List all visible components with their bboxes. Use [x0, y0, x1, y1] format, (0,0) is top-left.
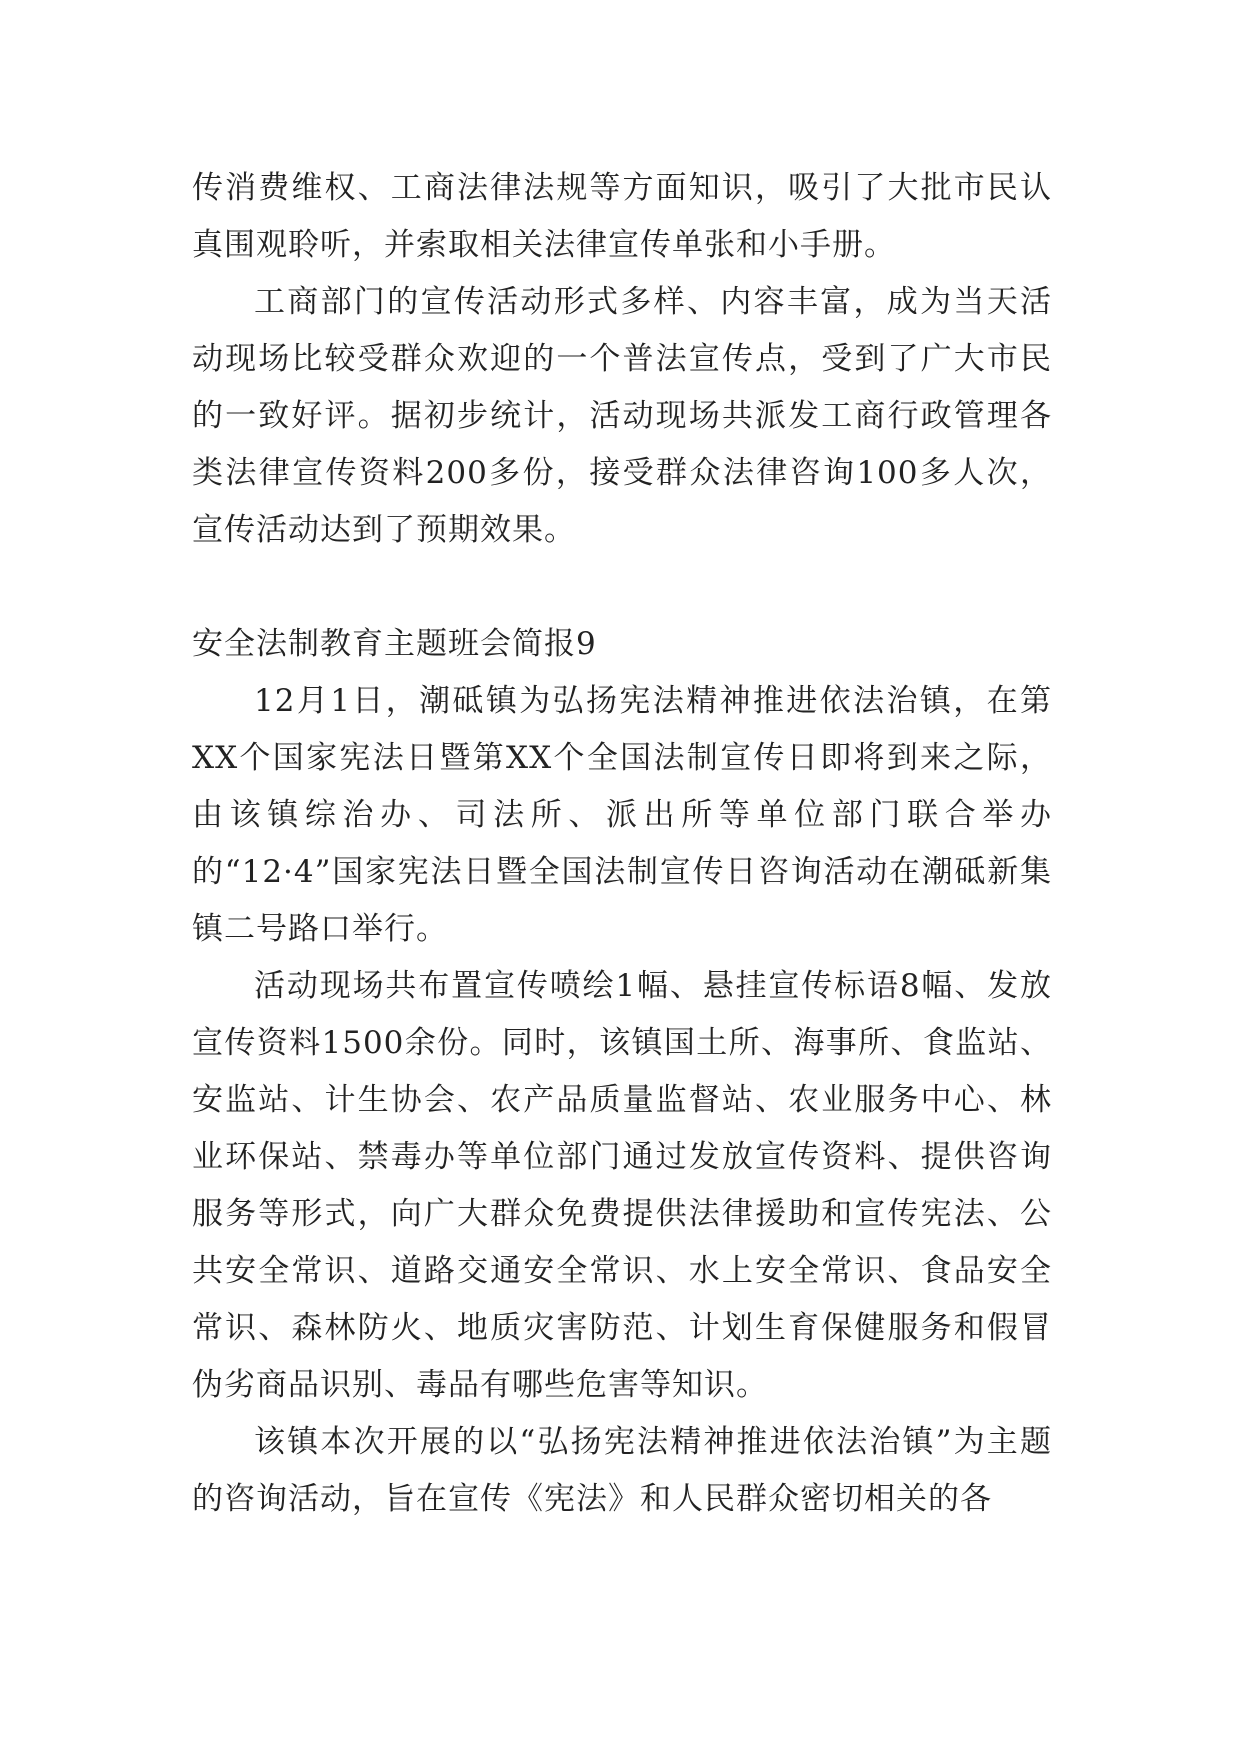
- paragraph-event-intro: 12月1日，潮砥镇为弘扬宪法精神推进依法治镇，在第XX个国家宪法日暨第XX个全国法制宣传日即将到来之际，由该镇综治办、司法所、派出所等单位部门联合举办的“12·4”国家宪法日暨全国法制宣传日咨询活动在潮砥新集镇二号路口举行。: [192, 683, 1052, 947]
- document-body: [192, 160, 1052, 1528]
- paragraph-publicity-result: 工商部门的宣传活动形式多样、内容丰富，成为当天活动现场比较受群众欢迎的一个普法宣传点，受到了广大市民的一致好评。据初步统计，活动现场共派发工商行政管理各类法律宣传资料200多份，接受群众法律咨询100多人次，宣传活动达到了预期效果。: [192, 284, 1052, 548]
- paragraph-continued: 传消费维权、工商法律法规等方面知识，吸引了大批市民认真围观聆听，并索取相关法律宣传单张和小手册。: [192, 170, 1052, 263]
- paragraph-event-details: 活动现场共布置宣传喷绘1幅、悬挂宣传标语8幅、发放宣传资料1500余份。同时，该镇国土所、海事所、食监站、安监站、计生协会、农产品质量监督站、农业服务中心、林业环保站、禁毒办等单位部门通过发放宣传资料、提供咨询服务等形式，向广大群众免费提供法律援助和宣传宪法、公共安全常识、道路交通安全常识、水上安全常识、食品安全常识、森林防火、地质灾害防范、计划生育保健服务和假冒伪劣商品识别、毒品有哪些危害等知识。: [192, 968, 1052, 1403]
- paragraph-event-purpose: 该镇本次开展的以“弘扬宪法精神推进依法治镇”为主题的咨询活动，旨在宣传《宪法》和人民群众密切相关的各: [192, 1424, 1052, 1517]
- section-title: 安全法制教育主题班会简报9: [192, 626, 597, 662]
